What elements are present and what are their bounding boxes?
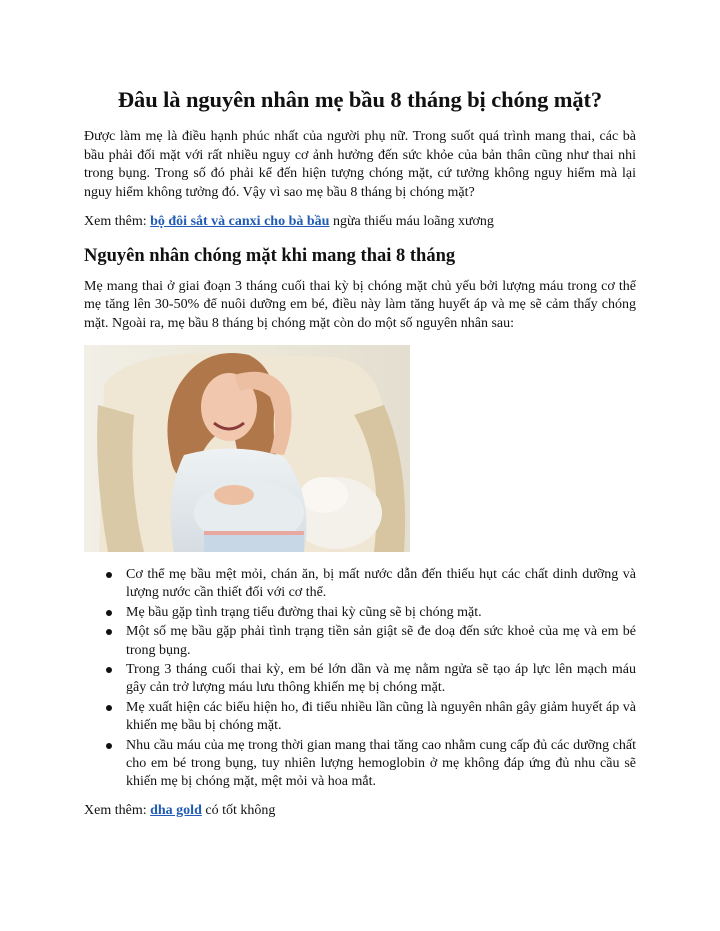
photo-illustration [84,345,410,552]
list-item: Mẹ xuất hiện các biểu hiện ho, đi tiểu nhiều lần cũng là nguyên nhân gây giảm huyết áp và khiến mẹ bầu bị chóng mặt. [84,699,636,736]
page-title: Đâu là nguyên nhân mẹ bầu 8 tháng bị chóng mặt? [117,87,603,112]
list-item: Nhu cầu máu của mẹ trong thời gian mang thai tăng cao nhằm cung cấp đủ các dưỡng chất cho em bé trong bụng, tuy nhiên lượng hemoglobin ở mẹ không đáp ứng đủ nhu cầu sẽ khiến mẹ bị chóng mặt, mệt mỏi và hoa mắt. [84,737,636,792]
see-also-suffix: có tốt không [201,802,276,818]
bullet-icon [106,610,112,616]
bullet-icon [106,743,112,749]
dha-gold-link[interactable]: dha gold [150,802,202,818]
see-also-line-2 [84,802,636,821]
intro-paragraph: Được làm mẹ là điều hạnh phúc nhất của người phụ nữ. Trong suốt quá trình mang thai, các bà bầu phải đối mặt với rất nhiều nguy cơ ảnh hưởng đến sức khỏe của bản thân cũng như thai nhi trong bụng. Trong số đó phải kể đến hiện tượng chóng mặt, cứ tưởng không nguy hiểm mà lại nguy hiểm không tưởng đó. Vậy vì sao mẹ bầu 8 tháng bị chóng mặt? [84,129,636,200]
iron-calcium-link[interactable]: bộ đôi sắt và canxi cho bà bầu [150,214,330,229]
section-heading: Nguyên nhân chóng mặt khi mang thai 8 tháng [84,245,456,266]
list-item: Mẹ bầu gặp tình trạng tiểu đường thai kỳ cũng sẽ bị chóng mặt. [84,604,636,622]
list-item: Cơ thể mẹ bầu mệt mỏi, chán ăn, bị mất nước dẫn đến thiếu hụt các chất dinh dưỡng và lượng nước cần thiết đối với cơ thể. [84,566,636,603]
see-also-suffix: ngừa thiếu máu loãng xương [329,214,494,229]
bullet-icon [106,629,112,635]
bullet-icon [106,705,112,711]
bullet-icon [106,667,112,673]
section-paragraph: Mẹ mang thai ở giai đoạn 3 tháng cuối thai kỳ bị chóng mặt chủ yếu bởi lượng máu trong cơ thể mẹ tăng lên 30-50% để nuôi dưỡng em bé, điều này làm tăng huyết áp và mẹ sẽ cảm thấy chóng mặt. Ngoài ra, mẹ bầu 8 tháng bị chóng mặt còn do một số nguyên nhân sau: [84,278,636,331]
see-also-prefix: Xem thêm: [84,214,151,229]
causes-list [84,566,636,792]
pregnant-woman-photo [84,345,410,552]
document-page [84,86,636,820]
bullet-icon [106,572,112,578]
list-item: Trong 3 tháng cuối thai kỳ, em bé lớn dần và mẹ nằm ngửa sẽ tạo áp lực lên mạch máu gây cản trở lượng máu lưu thông khiến mẹ bị chóng mặt. [84,661,636,698]
see-also-prefix: Xem thêm: [84,802,151,818]
see-also-line-1 [84,213,636,232]
list-item: Một số mẹ bầu gặp phải tình trạng tiền sản giật sẽ đe doạ đến sức khoẻ của mẹ và em bé trong bụng. [84,623,636,660]
